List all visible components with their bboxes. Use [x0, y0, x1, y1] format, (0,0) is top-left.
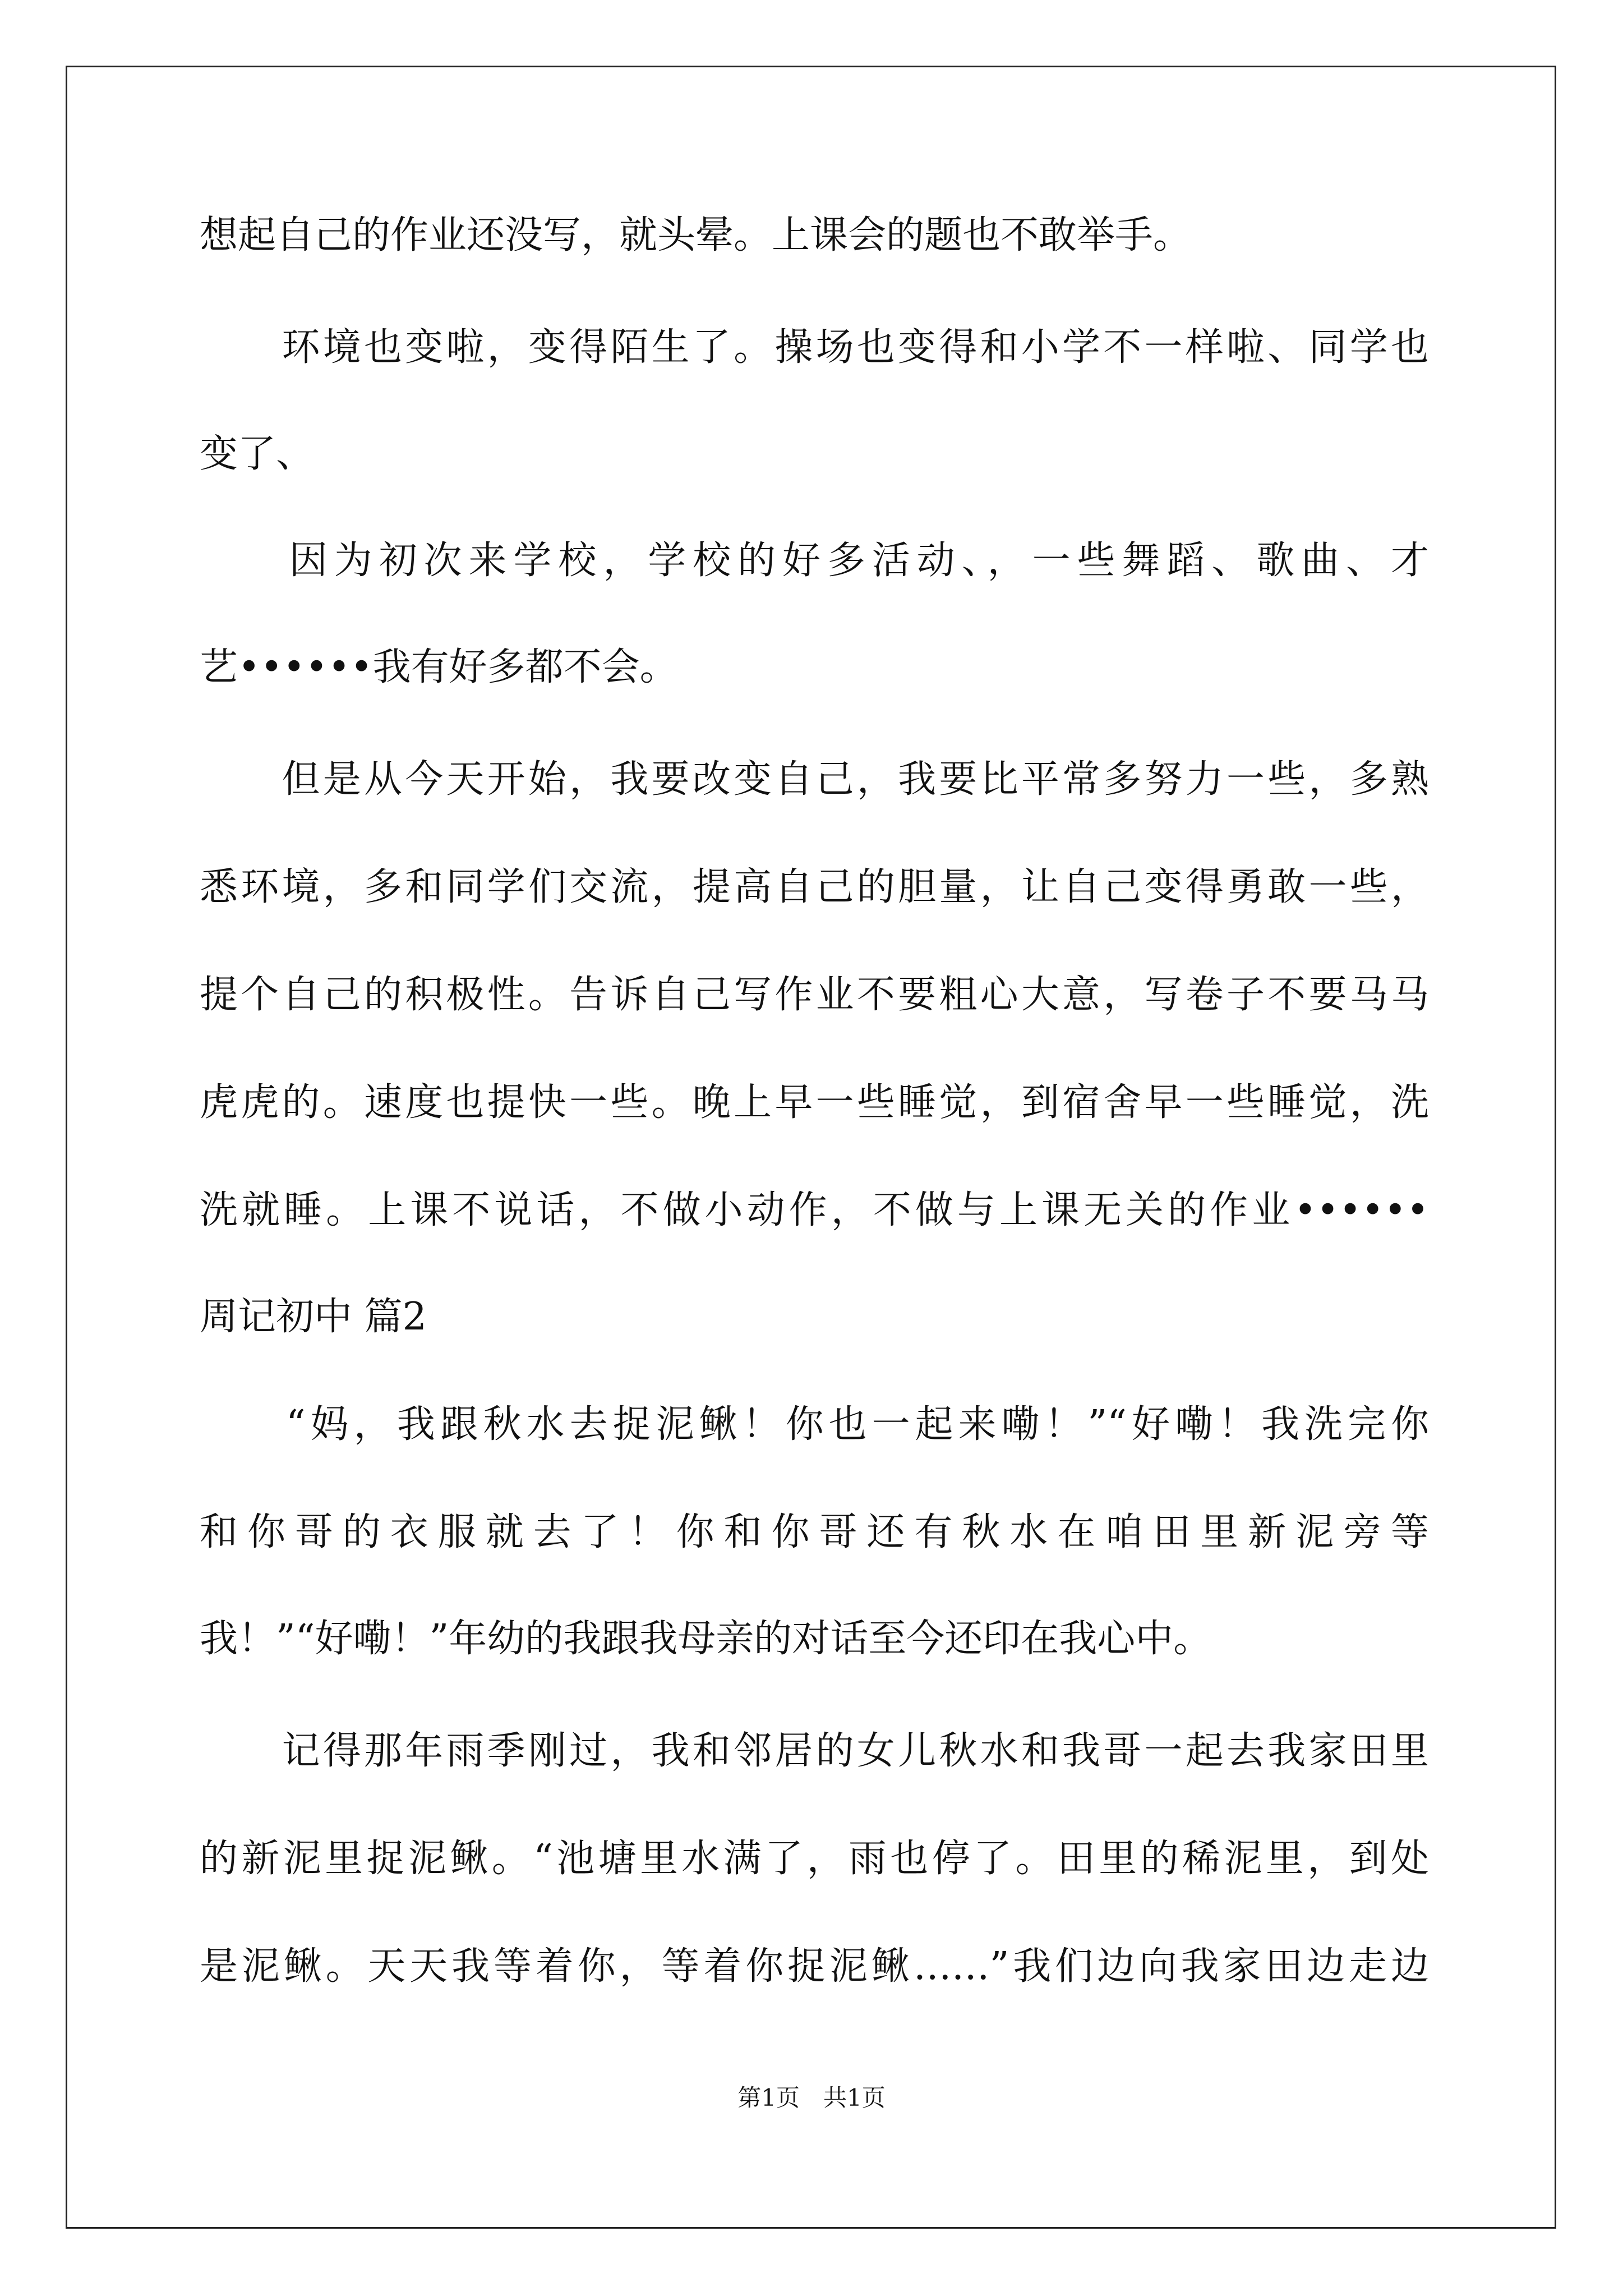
text-line-14: 我！”“好嘞！”年幼的我跟我母亲的对话至今还印在我心中。 [200, 1617, 1212, 1661]
text-line-12: “妈，我跟秋水去捉泥鳅！你也一起来嘞！”“好嘞！我洗完你 [200, 1402, 1429, 1447]
text-line-8: 提个自己的积极性。告诉自己写作业不要粗心大意，写卷子不要马马 [200, 973, 1429, 1017]
page-border [66, 66, 1556, 2229]
text-line-13: 和你哥的衣服就去了！你和你哥还有秋水在咱田里新泥旁等 [200, 1510, 1429, 1554]
text-line-7: 悉环境，多和同学们交流，提高自己的胆量，让自己变得勇敢一些， [200, 865, 1429, 909]
section-heading: 周记初中 篇2 [200, 1295, 427, 1339]
text-line-2: 环境也变啦，变得陌生了。操场也变得和小学不一样啦、同学也 [200, 325, 1429, 370]
text-line-16: 的新泥里捉泥鳅。“池塘里水满了，雨也停了。田里的稀泥里，到处 [200, 1837, 1429, 1881]
text-line-17: 是泥鳅。天天我等着你，等着你捉泥鳅……”我们边向我家田边走边 [200, 1944, 1429, 1989]
text-line-6: 但是从今天开始，我要改变自己，我要比平常多努力一些，多熟 [200, 757, 1429, 802]
page-footer: 第1页 共1页 [737, 2084, 886, 2111]
text-line-4: 因为初次来学校，学校的好多活动、，一些舞蹈、歌曲、才 [200, 539, 1429, 583]
text-line-15: 记得那年雨季刚过，我和邻居的女儿秋水和我哥一起去我家田里 [200, 1729, 1429, 1773]
text-line-10: 洗就睡。上课不说话，不做小动作，不做与上课无关的作业•••••• [200, 1188, 1429, 1232]
text-line-1: 想起自己的作业还没写，就头晕。上课会的题也不敢举手。 [200, 213, 1192, 257]
text-line-9: 虎虎的。速度也提快一些。晚上早一些睡觉，到宿舍早一些睡觉，洗 [200, 1080, 1429, 1125]
text-line-5: 艺••••••我有好多都不会。 [200, 645, 678, 689]
text-line-3: 变了、 [200, 432, 315, 476]
